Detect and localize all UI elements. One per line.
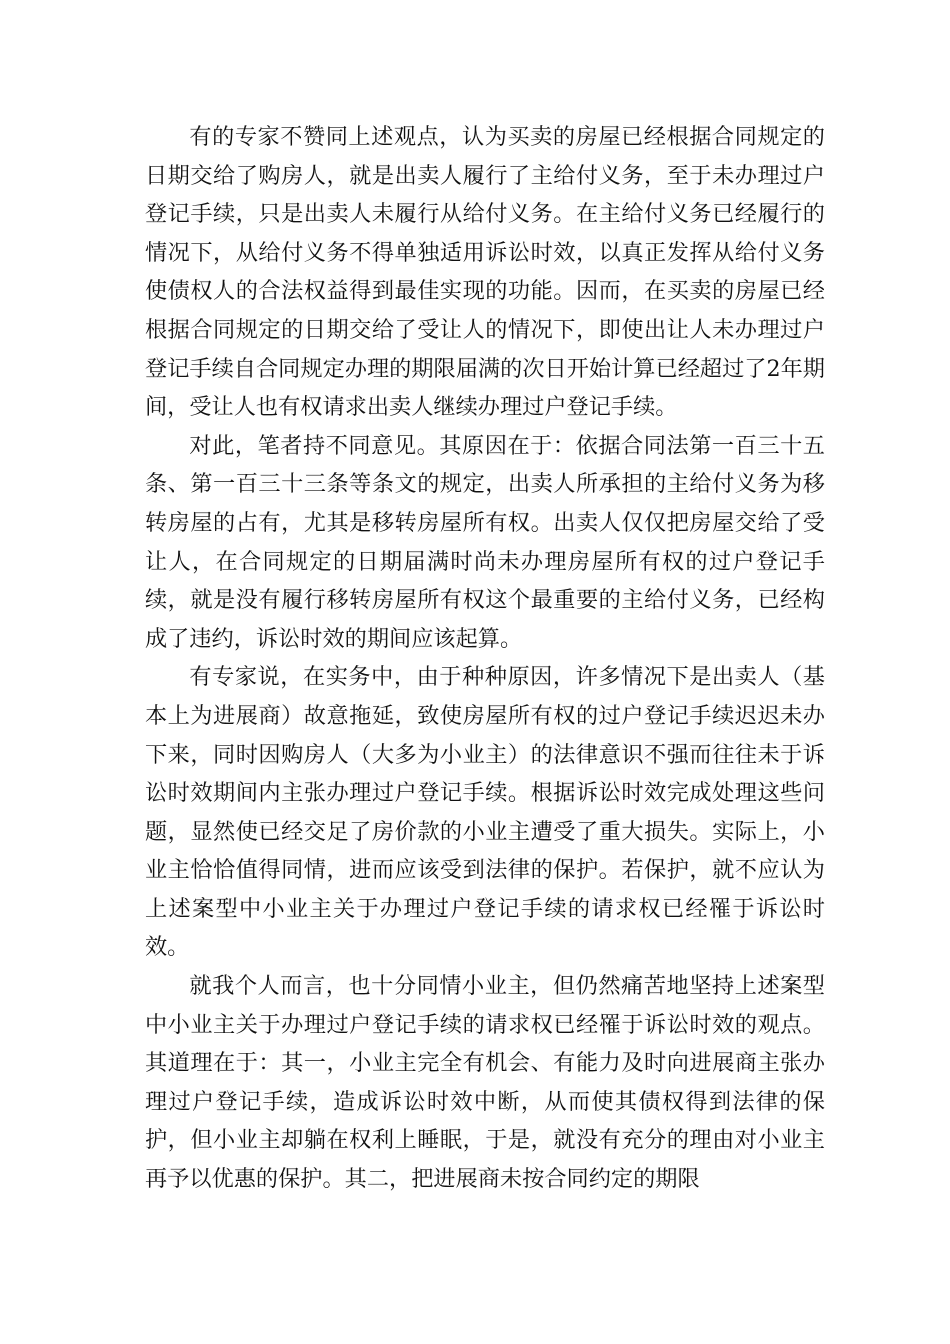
- paragraph-3: 有专家说，在实务中，由于种种原因，许多情况下是出卖人（基本上为进展商）故意拖延，致使房屋所有权的过户登记手续迟迟未办下来，同时因购房人（大多为小业主）的法律意识不强而往往未于诉讼时效期间内主张办理过户登记手续。根据诉讼时效完成处理这些问题，显然使已经交足了房价款的小业主遭受了重大损失。实际上，小业主恰恰值得同情，进而应该受到法律的保护。若保护，就不应认为上述案型中小业主关于办理过户登记手续的请求权已经罹于诉讼时效。: [145, 664, 825, 961]
- paragraph-2: 对此，笔者持不同意见。其原因在于：依据合同法第一百三十五条、第一百三十三条等条文的规定，出卖人所承担的主给付义务为移转房屋的占有，尤其是移转房屋所有权。出卖人仅仅把房屋交给了受让人，在合同规定的日期届满时尚未办理房屋所有权的过户登记手续，就是没有履行移转房屋所有权这个最重要的主给付义务，已经构成了违约，诉讼时效的期间应该起算。: [145, 432, 825, 652]
- paragraph-4: 就我个人而言，也十分同情小业主，但仍然痛苦地坚持上述案型中小业主关于办理过户登记手续的请求权已经罹于诉讼时效的观点。其道理在于：其一，小业主完全有机会、有能力及时向进展商主张办理过户登记手续，造成诉讼时效中断，从而使其债权得到法律的保护，但小业主却躺在权利上睡眠，于是，就没有充分的理由对小业主再予以优惠的保护。其二，把进展商未按合同约定的期限: [145, 973, 825, 1193]
- paragraph-1: 有的专家不赞同上述观点，认为买卖的房屋已经根据合同规定的日期交给了购房人，就是出卖人履行了主给付义务，至于未办理过户登记手续，只是出卖人未履行从给付义务。在主给付义务已经履行的情况下，从给付义务不得单独适用诉讼时效，以真正发挥从给付义务使债权人的合法权益得到最佳实现的功能。因而，在买卖的房屋已经根据合同规定的日期交给了受让人的情况下，即使出让人未办理过户登记手续自合同规定办理的期限届满的次日开始计算已经超过了2年期间，受让人也有权请求出卖人继续办理过户登记手续。: [145, 124, 825, 421]
- document-body: [145, 118, 825, 1199]
